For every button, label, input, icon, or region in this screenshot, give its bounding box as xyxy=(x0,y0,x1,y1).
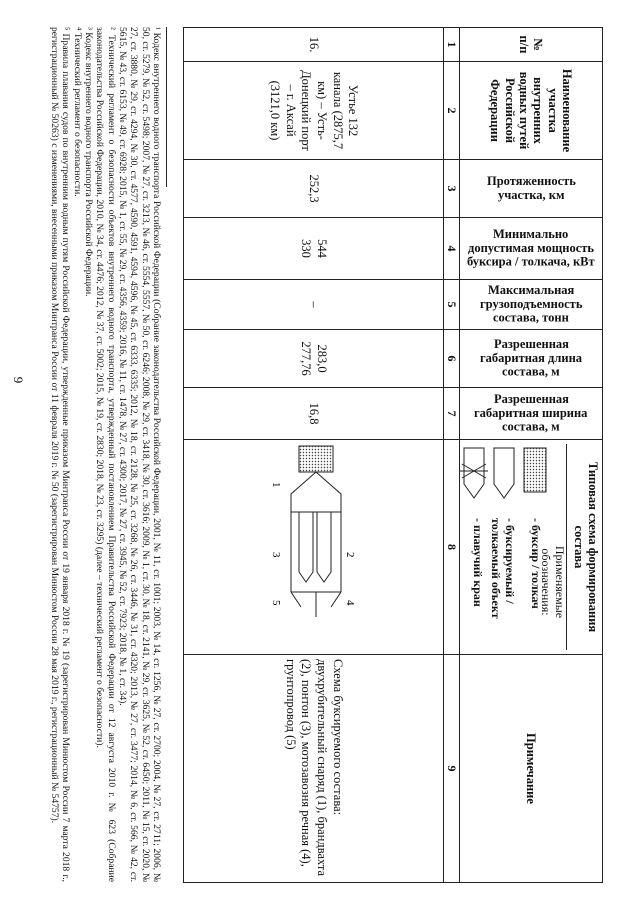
schema-label-1: 1 xyxy=(269,482,282,488)
convoy-schema-diagram xyxy=(261,442,371,652)
schema-label-3: 3 xyxy=(269,552,282,558)
footnotes xyxy=(49,27,167,882)
tug-icon xyxy=(299,446,333,472)
header-capacity: Максимальная грузоподъемность состава, тонн xyxy=(460,280,603,330)
row-length: 252,3 xyxy=(184,160,444,218)
header-max-width: Разрешенная габаритная ширина состава, м xyxy=(460,388,603,440)
legend-title: Применяемые обозначения: xyxy=(539,545,568,619)
legend-item-crane: - плавучий кран xyxy=(471,518,486,607)
schema-label-5: 5 xyxy=(269,600,282,606)
schema-label-4: 4 xyxy=(343,600,356,606)
tug-symbol-icon xyxy=(524,448,546,492)
footnote-4: ⁴ Технический регламент о безопасности. xyxy=(71,27,83,197)
footnote-3: ³ Кодекс внутреннего водного транспорта Российской Федерации. xyxy=(83,27,95,297)
header-length: Протяженность участка, км xyxy=(460,160,603,218)
header-max-length: Разрешенная габаритная длина состава, м xyxy=(460,330,603,388)
row-schema xyxy=(184,440,444,655)
footnote-divider xyxy=(166,27,167,187)
header-schema: Типовая схема формирования состава Применяемые обозначения: - буксир / толкач - буксируемый / толкаемый объект - плавучий кран xyxy=(460,440,603,655)
towed-object-icon xyxy=(494,448,514,498)
footnote-1: ¹ Кодекс внутреннего водного транспорта Российской Федерации (Собрание законодательства Российской Федерации, 2001, № 11, ст. 1001; 2003, № 14, ст. 1256, № 27, ст. 2700; 2004, № 27, ст. 2711; 2006, № 50, ст. 5279, № 52, ст. 5498; 2007, № 27, ст. 3213, № 46, ст. 5554, 5557, № 50, ст. 6246; 2008, № 29, ст. 3418, № 30, ст. 3616; 2009, № 1, ст. 30, № 18, ст. 2141, № 29, ст. 3625, № 52, ст. 6450; 2011, № 15, ст. 2020, № 27, ст. 3880, № 29, ст. 4294, № 30, ст. 4577, 4590, 4591, 4594, 4596, № 45, ст. 6333, 6335; 2012, № 18, ст. 2128, № 25, ст. 3268, № 26, ст. 3446, № 31, ст. 4320; 2013, № 27, ст. 3477; 2014, № 6, ст. 566, № 42, ст. 5615, № 43, ст. 6153, № 49, ст. 6928; 2015, № 1, ст. 55, № 29, ст. 4356, 4359; 2016, № 11, ст. 1478, № 27, ст. 4300; 2017, № 27, ст. 3945, № 52, ст. 7923; 2018, № 1, ст. 34). xyxy=(117,27,162,882)
navigation-table xyxy=(183,27,603,883)
header-note: Примечание xyxy=(460,655,603,883)
row-name: Устье 132 канала (2875,7 км) – Усть-Донецкий порт – г. Аксай (3121,0 км) xyxy=(184,62,444,160)
row-num: 16. xyxy=(184,28,444,62)
object-2-icon xyxy=(317,512,331,582)
rotated-page xyxy=(38,27,603,882)
header-num: № п/п xyxy=(460,28,603,62)
row-power: 544 330 xyxy=(184,218,444,280)
header-name: Наименование участка внутренних водных путей Российской Федерации xyxy=(460,62,603,160)
row-note: Схема буксируемого состава: двухрубительный снаряд (1), брандвахта (2), понтон (3), мотозавозня речная (4), грунтопровод (5) xyxy=(184,655,444,883)
column-number-row: 1 2 3 4 5 6 7 8 9 xyxy=(444,28,460,883)
legend-item-tug: - буксир / толкач xyxy=(529,518,544,609)
legend-item-towed: - буксируемый / толкаемый объект xyxy=(489,518,518,619)
footnote-5: ⁵ Правила плавания судов по внутренним водным путям Российской Федерации, утвержденные приказом Минтранса России от 19 января 2018 г. № 19 (зарегистрирован Минюстом России 7 марта 2018 г., регистрационный № 50263) с изменениями, внесенными приказом Минтранса России от 11 февраля 2019 г. № 50 (зарегистрирован Минюстом России 28 мая 2019 г., регистрационный № 54757). xyxy=(49,27,72,882)
row-max-length: 283,0 277,76 xyxy=(184,330,444,388)
schema-legend xyxy=(464,444,567,650)
table-row xyxy=(184,28,444,883)
page-number: 9 xyxy=(11,376,26,384)
object-3-icon xyxy=(299,512,313,582)
row-max-width: 16,8 xyxy=(184,388,444,440)
header-power: Минимально допустимая мощность буксира / толкача, кВт xyxy=(460,218,603,280)
row-capacity: – xyxy=(184,280,444,330)
schema-label-2: 2 xyxy=(343,552,356,558)
legend-symbols xyxy=(454,444,550,510)
footnote-2: ² Технический регламент о безопасности объектов внутреннего водного транспорта, утвержденный постановлением Правительства Российской Федерации от 12 августа 2010 г. № 623 (Собрание законодательства Российской Федерации, 2010, № 34, ст. 4476; 2012, № 37, ст. 5002; 2015, № 19, ст. 2830; 2018, № 23, ст. 3295) (далее – технический регламент о безопасности). xyxy=(94,27,117,882)
